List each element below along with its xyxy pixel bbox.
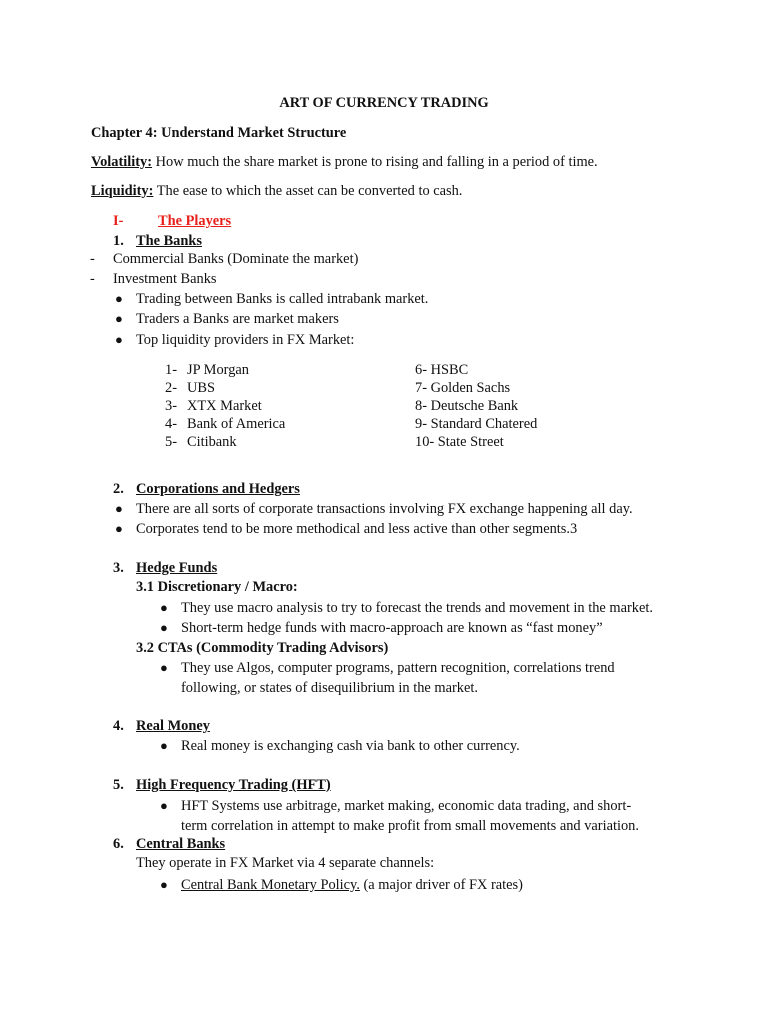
hft-heading-number: 5.	[113, 777, 124, 793]
list-item: Short-term hedge funds with macro-approach are known as “fast money”	[181, 620, 603, 636]
volatility-text: How much the share market is prone to rising and falling in a period of time.	[152, 154, 598, 170]
subsection-heading: 3.2 CTAs (Commodity Trading Advisors)	[136, 640, 389, 656]
central-bank-policy-link[interactable]: Central Bank Monetary Policy.	[181, 877, 360, 893]
section-title: The Players	[158, 213, 232, 229]
volatility-definition	[91, 153, 598, 171]
liquidity-text: The ease to which the asset can be converted to cash.	[153, 183, 463, 199]
list-item: Trading between Banks is called intrabank market.	[136, 291, 429, 307]
list-item: Traders a Banks are market makers	[136, 311, 339, 327]
provider-number: 5-	[165, 434, 177, 450]
chapter-heading: Chapter 4: Understand Market Structure	[91, 125, 347, 141]
provider-name: Bank of America	[187, 416, 286, 432]
list-item-continuation: term correlation in attempt to make profit from small movements and variation.	[181, 818, 639, 834]
list-item: Real money is exchanging cash via bank to other currency.	[181, 738, 520, 754]
list-item: Commercial Banks (Dominate the market)	[113, 251, 359, 267]
corporations-heading-number: 2.	[113, 481, 124, 497]
provider-item: 7- Golden Sachs	[415, 380, 511, 396]
central-banks-text: They operate in FX Market via 4 separate channels:	[136, 855, 435, 871]
banks-heading-number: 1.	[113, 233, 124, 249]
central-banks-heading-number: 6.	[113, 836, 124, 852]
section-number: I-	[113, 213, 124, 229]
list-item: HFT Systems use arbitrage, market making, economic data trading, and short-	[181, 798, 632, 814]
real-money-heading-number: 4.	[113, 718, 124, 734]
bullet-marker: ●	[160, 877, 168, 892]
bullet-marker: ●	[115, 291, 123, 306]
provider-number: 4-	[165, 416, 177, 432]
banks-heading: The Banks	[136, 233, 202, 249]
list-item: Corporates tend to be more methodical and less active than other segments.3	[136, 521, 578, 537]
provider-item: 8- Deutsche Bank	[415, 398, 519, 414]
liquidity-term: Liquidity:	[91, 183, 154, 199]
provider-item: 9- Standard Chatered	[415, 416, 538, 432]
provider-number: 1-	[165, 362, 177, 378]
bullet-marker: ●	[160, 798, 168, 813]
list-item: Top liquidity providers in FX Market:	[136, 332, 355, 348]
list-item	[181, 876, 523, 894]
central-banks-heading: Central Banks	[136, 836, 226, 852]
corporations-heading: Corporations and Hedgers	[136, 481, 300, 497]
provider-number: 2-	[165, 380, 177, 396]
bullet-marker: ●	[160, 600, 168, 615]
provider-item: 10- State Street	[415, 434, 504, 450]
provider-name: UBS	[187, 380, 215, 396]
list-item: They use Algos, computer programs, pattern recognition, correlations trend	[181, 660, 615, 676]
list-item-continuation: following, or states of disequilibrium in the market.	[181, 680, 478, 696]
hedge-funds-heading-number: 3.	[113, 560, 124, 576]
bullet-marker: ●	[115, 521, 123, 536]
provider-number: 3-	[165, 398, 177, 414]
bullet-marker: ●	[115, 501, 123, 516]
real-money-heading: Real Money	[136, 718, 210, 734]
hedge-funds-heading: Hedge Funds	[136, 560, 218, 576]
dash-marker: -	[90, 251, 95, 267]
dash-marker: -	[90, 271, 95, 287]
provider-name: XTX Market	[187, 398, 262, 414]
provider-item: 6- HSBC	[415, 362, 469, 378]
hft-heading: High Frequency Trading (HFT)	[136, 777, 331, 793]
volatility-term: Volatility:	[91, 154, 153, 170]
provider-name: Citibank	[187, 434, 237, 450]
list-item: They use macro analysis to try to forecast the trends and movement in the market.	[181, 600, 653, 616]
bullet-marker: ●	[115, 332, 123, 347]
liquidity-definition	[91, 182, 462, 200]
central-bank-policy-note: (a major driver of FX rates)	[359, 877, 523, 893]
bullet-marker: ●	[160, 660, 168, 675]
bullet-marker: ●	[160, 738, 168, 753]
bullet-marker: ●	[115, 311, 123, 326]
bullet-marker: ●	[160, 620, 168, 635]
provider-name: JP Morgan	[187, 362, 249, 378]
list-item: There are all sorts of corporate transactions involving FX exchange happening all day.	[136, 501, 633, 517]
subsection-heading: 3.1 Discretionary / Macro:	[136, 579, 298, 595]
document-title: ART OF CURRENCY TRADING	[279, 95, 489, 111]
list-item: Investment Banks	[113, 271, 217, 287]
